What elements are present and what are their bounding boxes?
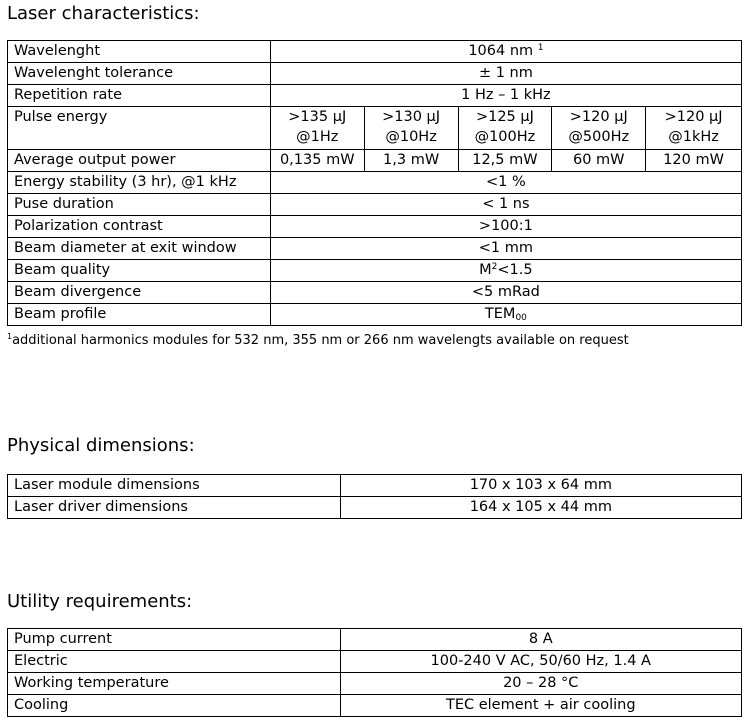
cooling-label: Cooling <box>8 695 341 717</box>
polarization-value: >100:1 <box>270 216 741 238</box>
pulse-energy-cell: >130 µJ @10Hz <box>364 107 458 150</box>
avg-power-label: Average output power <box>8 150 271 172</box>
module-dimensions-value: 170 x 103 x 64 mm <box>340 475 741 497</box>
repetition-label: Repetition rate <box>8 85 271 107</box>
avg-power-cell: 0,135 mW <box>270 150 364 172</box>
stability-label: Energy stability (3 hr), @1 kHz <box>8 172 271 194</box>
table-row <box>8 695 742 717</box>
profile-value: $TEM_{00}$ <box>270 304 741 326</box>
footnote: $^1$additional harmonics modules for 532 nm, 355 nm or 266 nm wavelengts available on request <box>7 332 629 348</box>
avg-power-cell: 1,3 mW <box>364 150 458 172</box>
table-row <box>8 41 742 63</box>
table-row <box>8 651 742 673</box>
divergence-value: <5 mRad <box>270 282 741 304</box>
wavelength-value: 1064 nm $^1$ <box>270 41 741 63</box>
duration-value: < 1 ns <box>270 194 741 216</box>
pump-current-label: Pump current <box>8 629 341 651</box>
table-row <box>8 304 742 326</box>
module-dimensions-label: Laser module dimensions <box>8 475 341 497</box>
table-row <box>8 260 742 282</box>
working-temperature-label: Working temperature <box>8 673 341 695</box>
driver-dimensions-label: Laser driver dimensions <box>8 497 341 519</box>
pump-current-value: 8 A <box>340 629 742 651</box>
driver-dimensions-value: 164 x 105 x 44 mm <box>340 497 741 519</box>
table-row <box>8 238 742 260</box>
quality-value: $M^2<1.5$ <box>270 260 741 282</box>
table-row <box>8 63 742 85</box>
utility-requirements-table <box>7 628 742 717</box>
wavelength-label: Wavelenght <box>8 41 271 63</box>
avg-power-cell: 12,5 mW <box>458 150 552 172</box>
electric-label: Electric <box>8 651 341 673</box>
footnote-ref: 1 <box>537 43 544 53</box>
quality-label: Beam quality <box>8 260 271 282</box>
table-row <box>8 497 742 519</box>
electric-value: 100-240 V AC, 50/60 Hz, 1.4 A <box>340 651 742 673</box>
avg-power-cell: 120 mW <box>646 150 742 172</box>
table-row <box>8 85 742 107</box>
physical-dimensions-table <box>7 474 742 519</box>
pulse-energy-cell: >120 µJ @500Hz <box>552 107 646 150</box>
pulse-energy-cell: >135 µJ @1Hz <box>270 107 364 150</box>
pulse-energy-cell: >120 µJ @1kHz <box>646 107 742 150</box>
pulse-energy-cell: >125 µJ @100Hz <box>458 107 552 150</box>
table-row <box>8 194 742 216</box>
duration-label: Puse duration <box>8 194 271 216</box>
table-row <box>8 107 742 150</box>
working-temperature-value: 20 – 28 °C <box>340 673 742 695</box>
cooling-value: TEC element + air cooling <box>340 695 742 717</box>
stability-value: <1 % <box>270 172 741 194</box>
repetition-value: 1 Hz – 1 kHz <box>270 85 741 107</box>
diameter-value: <1 mm <box>270 238 741 260</box>
polarization-label: Polarization contrast <box>8 216 271 238</box>
diameter-label: Beam diameter at exit window <box>8 238 271 260</box>
table-row <box>8 673 742 695</box>
profile-label: Beam profile <box>8 304 271 326</box>
table-row <box>8 150 742 172</box>
physical-section-title: Physical dimensions: <box>7 435 195 456</box>
tolerance-label: Wavelenght tolerance <box>8 63 271 85</box>
avg-power-cell: 60 mW <box>552 150 646 172</box>
pulse-energy-label: Pulse energy <box>8 107 271 150</box>
table-row <box>8 172 742 194</box>
laser-characteristics-table <box>7 40 742 326</box>
utility-section-title: Utility requirements: <box>7 591 193 612</box>
laser-section-title: Laser characteristics: <box>7 3 200 24</box>
tolerance-value: ± 1 nm <box>270 63 741 85</box>
table-row <box>8 282 742 304</box>
table-row <box>8 475 742 497</box>
table-row <box>8 216 742 238</box>
table-row <box>8 629 742 651</box>
divergence-label: Beam divergence <box>8 282 271 304</box>
